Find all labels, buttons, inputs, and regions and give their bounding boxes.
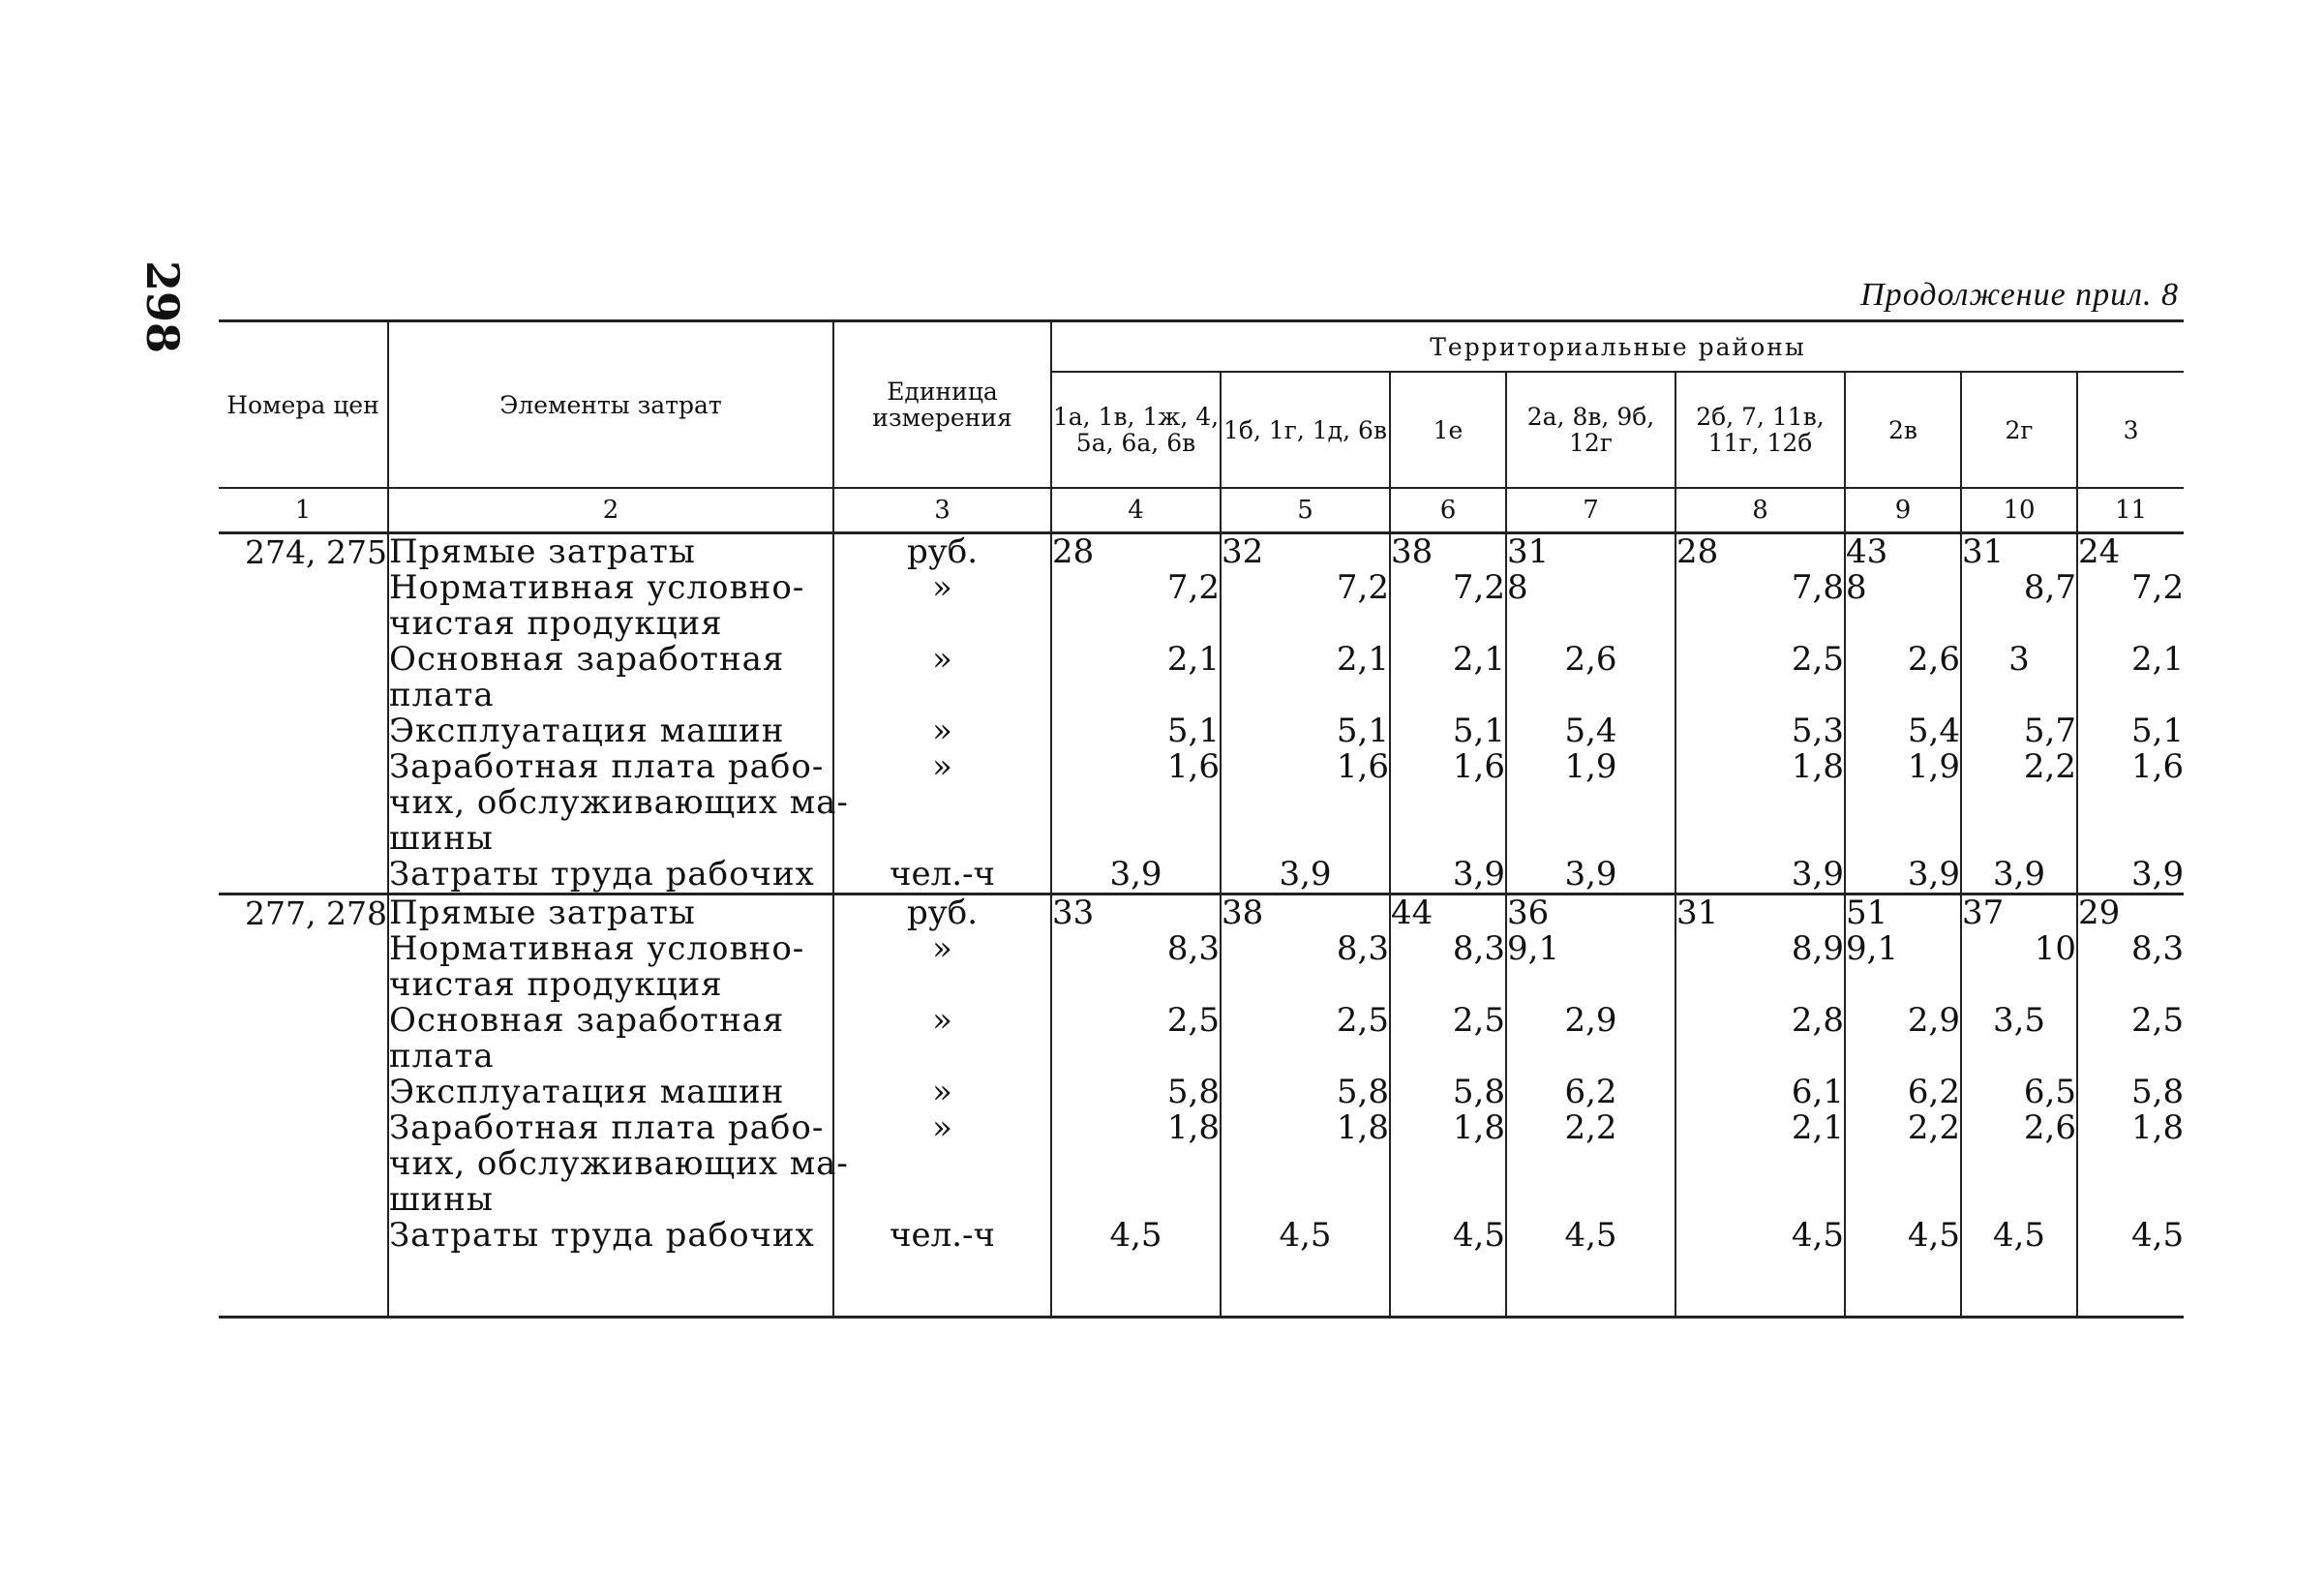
unit-value: » [932,712,952,750]
blank-line [1676,606,1844,642]
region-value: 7,2 [1336,568,1389,607]
region-values [1845,533,1961,894]
blank-line [2078,606,2184,642]
blank-line [1846,1146,1960,1182]
blank-line [1222,785,1389,821]
region-value: 8 [1507,568,1528,607]
blank-line [1391,967,1505,1003]
region-value: 4,5 [1452,1216,1505,1255]
units [833,533,1051,894]
region-value: 1,8 [1452,1108,1505,1147]
region-value: 32 [1222,532,1264,571]
cost-element-line: Заработная плата рабо- [389,1108,825,1147]
region-value: 37 [1962,894,2005,932]
region-value: 3,9 [1109,855,1162,894]
region-value: 36 [1507,894,1550,932]
cost-element-line: Основная заработная [389,640,785,679]
cost-table [219,319,2184,1318]
header-region: 2а, 8в, 9б, 12г [1506,372,1675,488]
region-values [1961,533,2077,894]
price-group [219,894,2184,1318]
region-value: 8,9 [1791,929,1844,968]
region-value: 7,2 [2131,568,2185,607]
region-value: 31 [1962,532,2005,571]
column-number: 1 [219,488,388,533]
blank-line [1846,785,1960,821]
unit-value: » [932,640,952,679]
blank-line [1962,967,2076,1003]
region-value: 29 [2078,894,2121,932]
region-value: 2,1 [2131,640,2185,679]
column-number: 10 [1961,488,2077,533]
table-header [219,321,2184,533]
unit-value: » [932,1073,952,1111]
blank-line [834,785,1050,821]
column-number: 6 [1390,488,1506,533]
blank-line [1222,1039,1389,1075]
region-value: 5,8 [1336,1073,1389,1111]
blank-line [834,1146,1050,1182]
blank-line [1052,1039,1220,1075]
blank-line [834,1039,1050,1075]
region-value: 4,5 [1992,1216,2046,1255]
region-value: 8,3 [1166,929,1220,968]
region-value: 7,2 [1166,568,1220,607]
blank-line [1962,1039,2076,1075]
blank-line [2078,785,2184,821]
region-value: 1,6 [2131,747,2185,786]
region-value: 2,1 [1452,640,1505,679]
region-value: 9,1 [1846,929,1899,968]
region-value: 43 [1846,532,1888,571]
region-value: 38 [1391,532,1434,571]
blank-line [1222,678,1389,713]
region-value: 8,3 [1452,929,1505,968]
blank-line [1391,1182,1505,1218]
cost-element-line: Затраты труда рабочих [389,1216,815,1255]
price-numbers: 277, 278 [219,894,388,1318]
blank-line [1052,821,1220,857]
blank-line [2078,967,2184,1003]
region-values [1221,894,1390,1318]
column-number: 5 [1221,488,1390,533]
header-region: 2в [1845,372,1961,488]
column-number: 4 [1051,488,1221,533]
cost-element-line: Эксплуатация машин [389,712,785,750]
blank-line [2078,1182,2184,1218]
table-caption: Продолжение прил. 8 [1860,277,2179,313]
region-value: 24 [2078,532,2121,571]
region-value: 31 [1507,532,1550,571]
blank-line [1052,678,1220,713]
region-value: 5,3 [1791,712,1844,750]
page-number: 298 [136,259,189,354]
blank-line [1507,606,1675,642]
cost-elements [388,532,849,894]
unit-value: руб. [906,894,979,932]
column-number: 2 [388,488,833,533]
region-values [1506,894,1675,1318]
region-value: 9,1 [1507,929,1560,968]
blank-line [1676,821,1844,857]
cost-element-line: шины [389,1180,494,1219]
blank-line [1391,821,1505,857]
region-value: 1,8 [1336,1108,1389,1147]
blank-line [1052,1146,1220,1182]
blank-line [2078,1039,2184,1075]
blank-line [2078,678,2184,713]
header-price-numbers: Номера цен [219,321,388,489]
table-row [219,894,2184,1318]
region-value: 5,1 [1166,712,1220,750]
region-value: 2,6 [2023,1108,2076,1147]
header-region: 2г [1961,372,2077,488]
blank-line [1962,1182,2076,1218]
region-values [2077,894,2184,1318]
blank-line [1676,678,1844,713]
cost-element-line: Заработная плата рабо- [389,747,825,786]
region-value: 5,1 [1336,712,1389,750]
region-value: 3,9 [1564,855,1617,894]
region-value: 5,8 [1452,1073,1505,1111]
region-value: 4,5 [1564,1216,1617,1255]
blank-line [2078,821,2184,857]
cost-element-line: Нормативная условно- [389,568,805,607]
region-value: 4,5 [1791,1216,1844,1255]
units [833,894,1051,1318]
region-value: 3,9 [1791,855,1844,894]
region-values [1390,894,1506,1318]
region-values [1506,533,1675,894]
blank-line [834,967,1050,1003]
unit-value: » [932,929,952,968]
column-number: 11 [2077,488,2184,533]
unit-value: » [932,1001,952,1040]
region-value: 2,5 [1452,1001,1505,1040]
blank-line [1507,785,1675,821]
region-value: 2,5 [1336,1001,1389,1040]
blank-line [1846,606,1960,642]
region-value: 4,5 [1279,1216,1332,1255]
region-value: 1,6 [1452,747,1505,786]
cost-element-line: чих, обслуживающих ма- [389,783,849,822]
region-value: 1,8 [1166,1108,1220,1147]
region-value: 2,9 [1907,1001,1960,1040]
region-value: 6,2 [1564,1073,1617,1111]
region-value: 1,6 [1166,747,1220,786]
region-value: 28 [1676,532,1719,571]
region-value: 5,8 [1166,1073,1220,1111]
blank-line [1222,1146,1389,1182]
blank-line [834,1182,1050,1218]
blank-line [1676,1182,1844,1218]
blank-line [1391,785,1505,821]
region-value: 2,9 [1564,1001,1617,1040]
unit-value: руб. [906,532,979,571]
region-value: 1,6 [1336,747,1389,786]
blank-line [1052,606,1220,642]
blank-line [1846,821,1960,857]
cost-element-line: плата [389,1037,495,1076]
price-numbers: 274, 275 [219,533,388,894]
unit-value: » [932,747,952,786]
region-value: 33 [1052,894,1095,932]
unit-value: » [932,1108,952,1147]
region-value: 2,5 [1791,640,1844,679]
region-value: 7,8 [1791,568,1844,607]
blank-line [1507,821,1675,857]
blank-line [1391,1039,1505,1075]
region-value: 31 [1676,894,1719,932]
column-number: 9 [1845,488,1961,533]
blank-line [1507,1182,1675,1218]
region-value: 3 [2008,640,2030,679]
region-value: 2,1 [1166,640,1220,679]
blank-line [834,821,1050,857]
unit-value: чел.-ч [890,1216,995,1255]
blank-line [1676,1039,1844,1075]
region-value: 2,5 [2131,1001,2185,1040]
region-value: 2,2 [1564,1108,1617,1147]
blank-line [1676,967,1844,1003]
header-region: 1а, 1в, 1ж, 4, 5а, 6а, 6в [1051,372,1221,488]
blank-line [1507,967,1675,1003]
region-values [1221,533,1390,894]
region-value: 2,2 [2023,747,2076,786]
region-value: 38 [1222,894,1264,932]
region-value: 8,3 [2131,929,2185,968]
header-region: 1б, 1г, 1д, 6в [1221,372,1390,488]
blank-line [1676,785,1844,821]
region-value: 28 [1052,532,1095,571]
table-row [219,533,2184,894]
cost-element-line: чистая продукция [389,965,723,1004]
region-value: 3,9 [2131,855,2185,894]
region-value: 7,2 [1452,568,1505,607]
blank-line [1222,967,1389,1003]
region-value: 10 [2034,929,2076,968]
region-value: 6,2 [1907,1073,1960,1111]
cost-element-line: Основная заработная [389,1001,785,1040]
blank-line [1052,1182,1220,1218]
region-value: 1,9 [1564,747,1617,786]
region-value: 4,5 [1907,1216,1960,1255]
region-value: 3,5 [1992,1001,2046,1040]
blank-line [1222,606,1389,642]
region-value: 4,5 [1109,1216,1162,1255]
blank-line [1846,1039,1960,1075]
blank-line [1507,1039,1675,1075]
region-value: 5,1 [1452,712,1505,750]
blank-line [1962,606,2076,642]
region-values [1675,533,1845,894]
header-regions-title: Территориальные районы [1051,321,2184,373]
region-value: 8 [1846,568,1867,607]
region-value: 51 [1846,894,1888,932]
blank-line [1962,1146,2076,1182]
region-value: 5,8 [2131,1073,2185,1111]
region-values [2077,533,2184,894]
cost-element-line: Прямые затраты [389,894,696,932]
cost-element-line: Прямые затраты [389,532,696,571]
blank-line [1391,1146,1505,1182]
blank-line [1507,678,1675,713]
region-value: 2,2 [1907,1108,1960,1147]
region-value: 1,8 [1791,747,1844,786]
region-values [1961,894,2077,1318]
blank-line [1507,1146,1675,1182]
unit-value: » [932,568,952,607]
blank-line [1962,785,2076,821]
region-value: 3,9 [1279,855,1332,894]
column-number: 3 [833,488,1051,533]
region-value: 5,1 [2131,712,2185,750]
region-value: 5,4 [1907,712,1960,750]
cost-element-line: чих, обслуживающих ма- [389,1144,849,1183]
cost-element-line: чистая продукция [389,604,723,643]
blank-line [834,606,1050,642]
cost-elements [388,894,849,1318]
blank-line [1962,821,2076,857]
blank-line [1222,821,1389,857]
region-value: 4,5 [2131,1216,2185,1255]
region-values [1051,533,1221,894]
region-value: 2,1 [1791,1108,1844,1147]
column-number: 8 [1675,488,1845,533]
region-value: 2,6 [1907,640,1960,679]
cost-element-line: плата [389,676,495,714]
cost-element-line: Эксплуатация машин [389,1073,785,1111]
region-value: 8,3 [1336,929,1389,968]
header-region: 1е [1390,372,1506,488]
header-cost-elements: Элементы затрат [388,321,833,489]
blank-line [1676,1146,1844,1182]
region-values [1390,533,1506,894]
header-region: 3 [2077,372,2184,488]
region-value: 2,1 [1336,640,1389,679]
region-value: 2,6 [1564,640,1617,679]
region-value: 6,5 [2023,1073,2076,1111]
blank-line [1052,785,1220,821]
cost-element-line: Затраты труда рабочих [389,855,815,894]
blank-line [1962,678,2076,713]
blank-line [834,678,1050,713]
price-group [219,533,2184,894]
blank-line [1052,967,1220,1003]
region-value: 3,9 [1907,855,1960,894]
region-value: 3,9 [1452,855,1505,894]
blank-line [1391,606,1505,642]
region-value: 1,9 [1907,747,1960,786]
region-value: 8,7 [2023,568,2076,607]
cost-element-line: шины [389,819,494,858]
column-number: 7 [1506,488,1675,533]
region-value: 3,9 [1992,855,2046,894]
header-region: 2б, 7, 11в, 11г, 12б [1675,372,1845,488]
blank-line [2078,1146,2184,1182]
region-value: 2,5 [1166,1001,1220,1040]
blank-line [1846,1182,1960,1218]
region-value: 2,8 [1791,1001,1844,1040]
header-unit: Единица измерения [833,321,1051,489]
unit-value: чел.-ч [890,855,995,894]
region-value: 5,4 [1564,712,1617,750]
blank-line [1846,967,1960,1003]
region-value: 6,1 [1791,1073,1844,1111]
cost-element-line: Нормативная условно- [389,929,805,968]
region-value: 44 [1391,894,1434,932]
region-values [1845,894,1961,1318]
blank-line [1846,678,1960,713]
blank-line [1391,678,1505,713]
blank-line [1222,1182,1389,1218]
region-value: 1,8 [2131,1108,2185,1147]
region-value: 5,7 [2023,712,2076,750]
region-values [1675,894,1845,1318]
region-values [1051,894,1221,1318]
